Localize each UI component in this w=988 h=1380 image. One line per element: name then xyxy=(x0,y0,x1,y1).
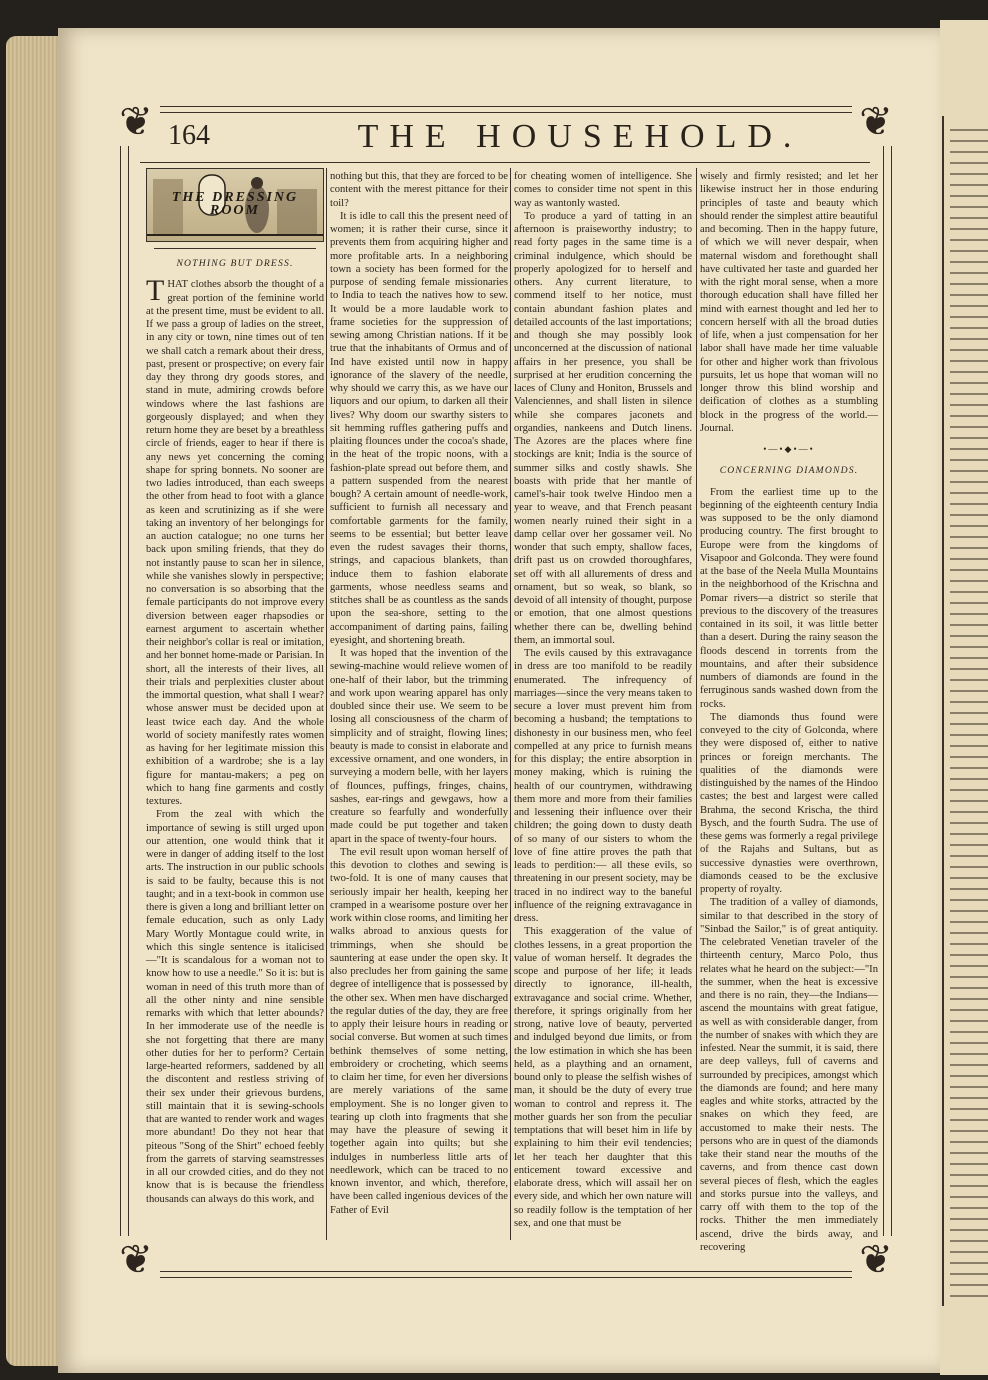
article-paragraph: The tradition of a valley of diamonds, similar to that described in the story of "Sinbad the Sailor," is of great antiquity. The celebrated Venetian traveler of the thirteenth century, Marco Polo, thus relates what he heard on the subject:—"In the summer, when the heat is excessive and there is no rain, they—the Indians—ascend the mountains with great fatigue, as well as with considerable danger, from the number of snakes with which they are infested. Near the summit, it is said, there are deep valleys, full of caverns and surrounded by precipices, amongst which the diamonds are found; and here many eagles and white storks, attracted by the snakes on which they feed, are accustomed to make their nests. The persons who are in quest of the diamonds take their stand near the mouths of the caverns, and from thence cast down several pieces of flesh, which the eagles and storks pursue into the valleys, and carry off with them to the top of the rocks. Thither the men immediately ascend, drive the birds away, and recovering xyxy=(700,897,878,1253)
page-number: 164 xyxy=(168,120,210,151)
section-divider xyxy=(154,248,316,249)
article-paragraph: nothing but this, that they are forced to be content with the merest pittance for their toil? xyxy=(330,171,508,209)
dressing-room-engraving xyxy=(146,168,324,242)
article-paragraph: It is idle to call this the present need of women; it is rather their curse, since it prevents them from acquiring higher and more profitable arts. In a neighboring town a society has been formed for the purpose of sending female missionaries to India to teach the natives how to sew. It would be a more laudable work to frame societies for the suppression of sewing among Christian nations. If it be true that the inhabitants of Ormus and of Ind have existed until now in happy ignorance of the slavery of the needle, why should we carry this, as we have our liquors and our opium, to darken all their lives? Why doom our swarthy sisters to sit hemming ruffles gathering puffs and plaiting flounces under the cocoa's shade, in the heat of the tropic noons, with a fashion-plate spread out before them, and a pattern suspended from the nearest bough? A certain amount of needle-work, sufficient to furnish all necessary and comfortable garments for the family, seems to be essential; but better leave even the rudest savages their thorns, strings, and capacious blankets, than induce them to fashion elaborate garments, whose needless seams and stitches shall be as countless as the sands upon the sea-shore, setting to the accompaniment of darting pains, failing eyesight, and shortening breath. xyxy=(330,210,508,646)
column-rule xyxy=(326,168,327,1240)
facing-page-rule xyxy=(942,116,944,1306)
article-paragraph: The evil result upon woman herself of this devotion to clothes and sewing is two-fold. It is one of many causes that seriously impair her health, keeping her cramped in a wearisome posture over her work within close rooms, and limiting her walks abroad to anxious quests for trimmings, when she should be sauntering at ease under the open sky. It also precludes her from gaining the same degree of intelligence that is possessed by the other sex. When men have discharged the regular duties of the day, they are free to apply their leisure hours in reading or social converse. But women at such times bethink themselves of some netting, embroidery or crocheting, which seems to claim her time, for even her diversions are merely variations of the same employment. She is no longer given to tearing up cloth into fragments that she may have the pleasure of sewing it together again into quilts; but she indulges in numberless little arts of needlework, which can be traced to no known inventor, and which, therefore, have been called ingenious devices of the Father of Evil xyxy=(330,846,509,1216)
masthead-title: THE HOUSEHOLD. xyxy=(357,118,803,155)
column-rule xyxy=(510,168,511,1240)
facing-page-strip xyxy=(940,20,988,1375)
article-paragraph: It was hoped that the invention of the sewing-machine would relieve women of one-half of their labor, but the trimming and work upon wearing apparel has only doubled since their use. We seem to be losing all consciousness of the charm of simplicity and of straight, flowing lines; beauty is made to consist in elaborate and excessive ornament, and one wonders, in surveying a modern belle, with her layers of flounces, puffings, fringes, chains, sashes, ear-rings and gewgaws, how a creature so fearfully and wonderfully made could be put together and taken apart in the space of twenty-four hours. xyxy=(330,648,508,845)
column-4 xyxy=(700,170,878,1254)
article-paragraph: for cheating women of intelligence. She comes to consider time not spent in this way as wantonly wasted. xyxy=(514,171,692,209)
article-paragraph: To produce a yard of tatting in an afternoon is praiseworthy industry; to read forty pages in the same time is a criminal indulgence, which should be properly apologized for to herself and others. Any current literature, to commend itself to her notice, must contain abundant fashion plates and detailed accounts of the last importations; and though she may possibly look unconcerned at the discussion of national affairs in her presence, you shall be surprised at her erudition concerning the laces of Cluny and Honiton, Brussels and Valenciennes, and shall listen in silence while she compares jaconets and organdies, nankeens and Dutch linens. The Azores are the places where fine stockings are knit; India is the source of summer silks and costly shawls. She boasts with pride that her mantle of camel's-hair took twelve Hindoo men a year to weave, and that French peasant women nearly ruined their sight in a damp cellar over her gossamer veil. No wonder that such empty, shallow faces, drift past us on crowded thoroughfares, set off with all allurements of dress and ornament, but so weak, so blank, so devoid of all intensity of thought, purpose or emotion, that one almost questions whether there can be, dwelling behind them, an immortal soul. xyxy=(514,210,693,646)
corner-flourish-icon: ❦ xyxy=(852,98,900,146)
article-paragraph: The diamonds thus found were conveyed to the city of Golconda, where they were disposed of, either to native princes or foreign merchants. The qualities of the diamonds were distinguished by the names of the Hindoo castes; the best and largest were called Brahma, the second Krischa, the third Bysch, and the fourth Sudra. The use of these gems was formerly a regal privilege of the Rajahs and Sultans, but as successive dynasties were overthrown, diamonds ceased to be the exclusive property of royalty. xyxy=(700,711,878,895)
paragraph-text: HAT clothes absorb the thought of a great portion of the feminine world at the present time, must be evident to all. If we pass a group of ladies on the street, in any city or town, nine times out of ten we shall catch a remark about their dress, past, present or prospective; on every fair day they throng dry goods stores, and stand in mute, admiring crowds before windows where the last fashions are gorgeously displayed; and when they return home they are beset by a breathless circle of friends, eager to hear if there is any news yet concerning the coming shape for spring bonnets. No sooner are two ladies introduced, than each sweeps the other from head to foot with a glance as keen and scrutinizing as if she were taking an inventory of her belongings for an auction catalogue; no one turns her back upon smiling friends, that they do not instantly pause to scan her in silence, while she vanishes slowly in perspective; no conversation is so absorbing that the female participants do not improve every diversion between eager rhapsodies or earnest argument to ascertain whether their neighbor's collar is real or imitation, and her bonnet home-made or Parisian. In short, all the interests of their lives, all their trials and perplexities cluster about the immortal question, what shall I wear? whose answer must be decided upon at least twice each day. And the whole world of society manifestly rates women as having for her legitimate mission this exhibition of a wardrobe; she is a lay figure for mantau-makers; a peg on which to hang fine garments and costly textures. xyxy=(146,279,324,807)
corner-flourish-icon: ❦ xyxy=(112,1236,160,1284)
engraving-title: THE DRESSING ROOM xyxy=(171,190,299,219)
article-paragraph: From the zeal with which the importance of sewing is still urged upon our attention, one would think that it were in danger of adding itself to the lost arts. The instruction in our public schools is said to be faulty, because this is not taught; and in a text-book in common use there is given a long and brilliant letter on female education, such as only Lady Mary Wortly Montague could write, in which this single sentence is italicised—"It is scandalous for a woman not to know how to use a needle." So it is: but is woman in need of this truth more than of all the other ninty and nine sensible remarks with which that letter abounds? In her immoderate use of the needle is she not forgetting that there are many other duties for her to perform? Certain large-hearted reformers, saddened by all the discontent and restless striving of their sex under their grievous burdens, still maintain that it is sewing-schools that are wanted to render work and wages more abundant! Do they not hear that piteous "Song of the Shirt" echoed feebly from the garrets of starving seamstresses in all our crowded cities, and do they not know that is is because the friendless thousands can always do this work, and xyxy=(146,809,324,1205)
column-1 xyxy=(146,168,324,1206)
column-3 xyxy=(514,170,692,1230)
drop-cap: T xyxy=(146,274,165,308)
article-title: CONCERNING DIAMONDS. xyxy=(719,465,859,477)
article-paragraph xyxy=(146,274,324,808)
book-page-edges xyxy=(6,36,66,1366)
article-paragraph: wisely and firmly resisted; and let her likewise instruct her in those enduring principles of taste and beauty which should render the simplest attire beautiful and becoming. Then in the happy future, of which we will never despair, when maternal wisdom and forethought shall have cultivated her taste and guarded her with the right moral sense, when a more thorough education shall have filled her mind with earnest thought and led her to concern herself with all the broad duties of life, when a just compensation for her labor shall have made her time valuable for other and higher work than frivolous pursuits, let us hope that woman will no longer throw this blind worship and deification of clothes as a stumbling block in the progress of the world.—Journal. xyxy=(700,171,878,434)
page-header xyxy=(140,116,870,163)
column-2 xyxy=(330,170,508,1217)
article-paragraph: The evils caused by this extravagance in dress are too manifold to be readily enumerated. The infrequency of marriages—since the very means taken to secure a lover must prevent him from becoming a husband; the temptations to dishonesty in our business men, who feel compelled at any price to furnish means for this display; the entire absorption in money making, which is ruining the health of our countrymen, withdrawing them more and more from their families and lessening their influence over their children; the going down to dusty death of so many of our sisters to whom the love of fine attire proves the path that leads to perdition:— all these evils, so threatening in our present society, may be traced in no indirect way to the baneful influence of the reigning extravagance in dress. xyxy=(514,648,692,924)
corner-flourish-icon: ❦ xyxy=(112,98,160,146)
article-paragraph: From the earliest time up to the beginning of the eighteenth century India was supposed to be the only diamond producing country. The first brought to Europe were from the kingdoms of Visapoor and Golconda. They were found at the base of the Neela Mulla Mountains in the neighborhood of the Krischna and Pomar rivers—a district so sterile that previous to the discovery of the treasures contained in its soil, it was little better than a desert. During the rainy season the floods descend in torrents from the mountains, and after their subsidence numbers of diamonds are found in the ferruginous sands washed down from the rocks. xyxy=(700,486,878,710)
column-rule xyxy=(696,168,697,1240)
section-ornament: •—•◆•—• xyxy=(763,444,815,454)
facing-page-text xyxy=(950,120,988,1300)
article-title: NOTHING BUT DRESS. xyxy=(176,258,294,269)
corner-flourish-icon: ❦ xyxy=(852,1236,900,1284)
article-paragraph: This exaggeration of the value of clothes lessens, in a great proportion the value of woman herself. It degrades the scope and purpose of her life; it leads directly to ignorance, ill-health, extravagance and social crime. Whether, therefore, it springs originally from her strong, native love of beauty, perverted and indulged beyond due limits, or from the low estimation in which she has been held, as a plaything and an ornament, bound only to please the selfish wishes of man, it should be the duty of every true woman to control and repress it. The mother guards her son from the peculiar temptations that will beset him in life by explaining to him their evil tendencies; let her teach her daughter that this enticement toward excessive and elaborate dress, which will assail her on every side, and which her own nature will so readily follow is the temptation of her sex, and one that must be xyxy=(514,926,692,1229)
